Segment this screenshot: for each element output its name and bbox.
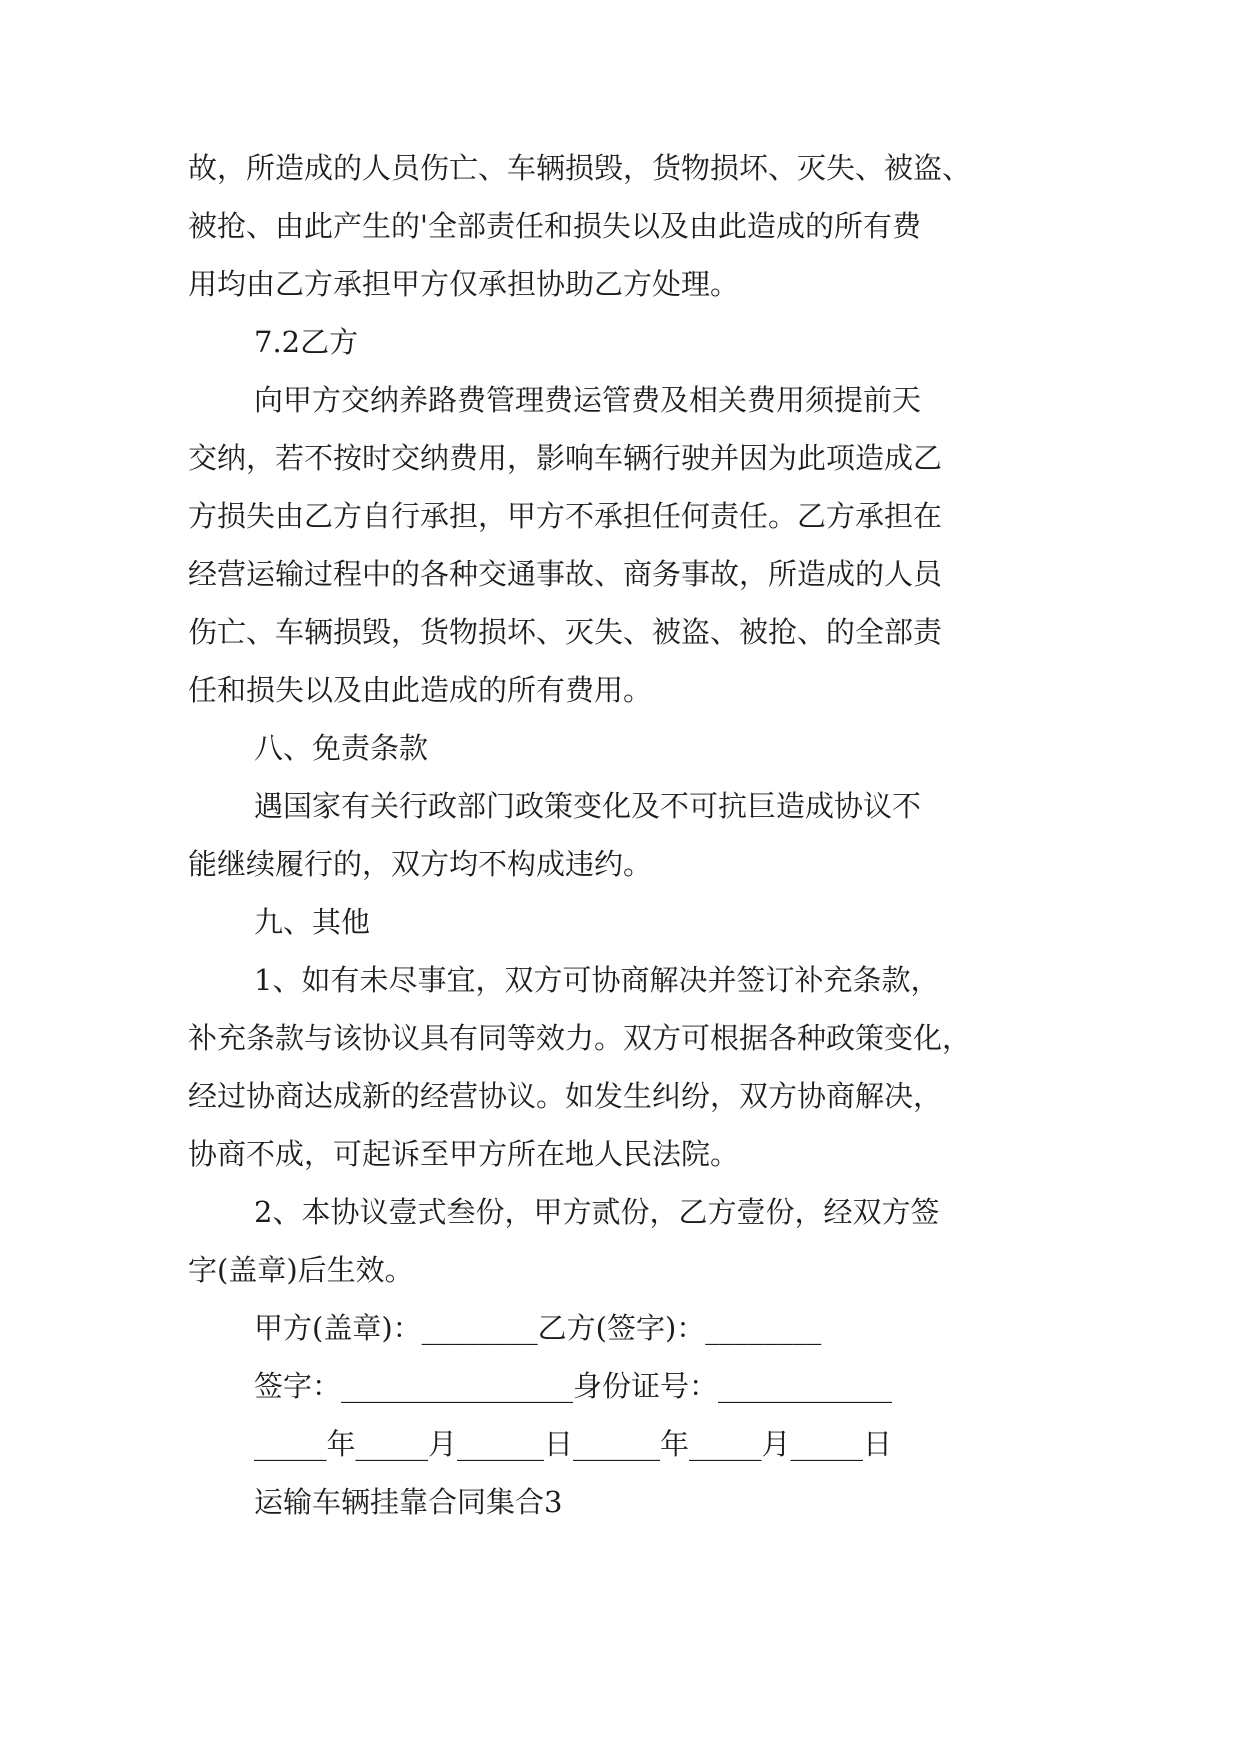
text-line: 任和损失以及由此造成的所有费用。 — [188, 673, 653, 707]
text-line: 被抢、由此产生的'全部责任和损失以及由此造成的所有费 — [188, 209, 921, 243]
text-line: 2、本协议壹式叁份，甲方贰份，乙方壹份，经双方签 — [254, 1195, 940, 1229]
section-heading: 7.2乙方 — [254, 325, 359, 359]
section-heading: 九、其他 — [254, 905, 371, 939]
text-line: 交纳，若不按时交纳费用，影响车辆行驶并因为此项造成乙 — [188, 441, 943, 475]
text-line: 遇国家有关行政部门政策变化及不可抗巨造成协议不 — [254, 789, 922, 823]
document-title-line: 运输车辆挂靠合同集合3 — [254, 1485, 563, 1519]
signature-line: 甲方(盖章)：________乙方(签字)：________ — [254, 1311, 822, 1345]
text-line: 故，所造成的人员伤亡、车辆损毁，货物损坏、灭失、被盗、 — [188, 151, 972, 185]
text-line: 向甲方交纳养路费管理费运管费及相关费用须提前天 — [254, 383, 922, 417]
text-line: 字(盖章)后生效。 — [188, 1253, 414, 1287]
text-line: 用均由乙方承担甲方仅承担协助乙方处理。 — [188, 267, 740, 301]
text-line: 能继续履行的，双方均不构成违约。 — [188, 847, 653, 881]
text-line: 协商不成，可起诉至甲方所在地人民法院。 — [188, 1137, 740, 1171]
text-line: 经过协商达成新的经营协议。如发生纠纷，双方协商解决， — [188, 1079, 943, 1113]
text-line: 方损失由乙方自行承担，甲方不承担任何责任。乙方承担在 — [188, 499, 943, 533]
date-line: _____年_____月______日______年_____月_____日 — [254, 1427, 893, 1461]
text-line: 1、如有未尽事宜，双方可协商解决并签订补充条款， — [254, 963, 940, 997]
section-heading: 八、免责条款 — [254, 731, 429, 765]
text-line: 经营运输过程中的各种交通事故、商务事故，所造成的人员 — [188, 557, 943, 591]
signature-line: 签字：________________身份证号：____________ — [254, 1369, 893, 1403]
text-line: 伤亡、车辆损毁，货物损坏、灭失、被盗、被抢、的全部责 — [188, 615, 943, 649]
text-line: 补充条款与该协议具有同等效力。双方可根据各种政策变化， — [188, 1021, 972, 1055]
